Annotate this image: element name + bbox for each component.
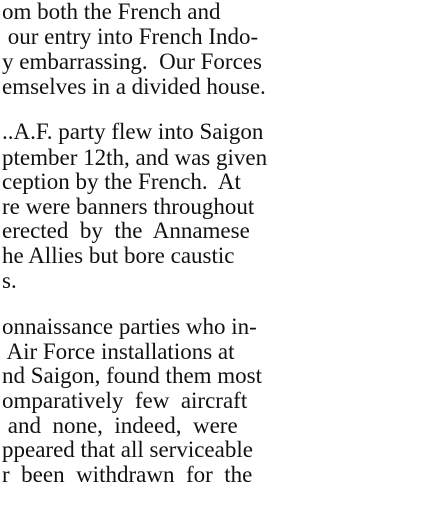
paragraph-1-line-3: y embarrassing. Our Forces (2, 49, 262, 74)
paragraph-2-line-1: ..A.F. party flew into Saigon (2, 119, 264, 144)
paragraph-2-line-6: he Allies but bore caustic (2, 243, 235, 268)
paragraph-2-line-3: ception by the French. At (2, 169, 241, 194)
paragraph-2-line-2: ptember 12th, and was given (2, 145, 268, 170)
paragraph-3-line-1: onnaissance parties who in- (2, 314, 257, 339)
paragraph-1-line-2: our entry into French Indo- (2, 24, 259, 49)
paragraph-1-line-4: emselves in a divided house. (2, 74, 266, 99)
paragraph-3-line-5: and none, indeed, were (2, 413, 238, 438)
paragraph-1-line-1: om both the French and (2, 0, 221, 24)
paragraph-3-line-4: omparatively few aircraft (2, 388, 248, 413)
paragraph-3-line-7: r been withdrawn for the (2, 462, 253, 487)
paragraph-2-line-5: erected by the Annamese (2, 218, 250, 243)
paragraph-3-line-2: Air Force installations at (2, 339, 235, 364)
paragraph-3-line-6: ppeared that all serviceable (2, 437, 253, 462)
paragraph-3-line-3: nd Saigon, found them most (2, 363, 263, 388)
paragraph-2-line-7: s. (2, 268, 17, 293)
paragraph-2-line-4: re were banners throughout (2, 194, 255, 219)
